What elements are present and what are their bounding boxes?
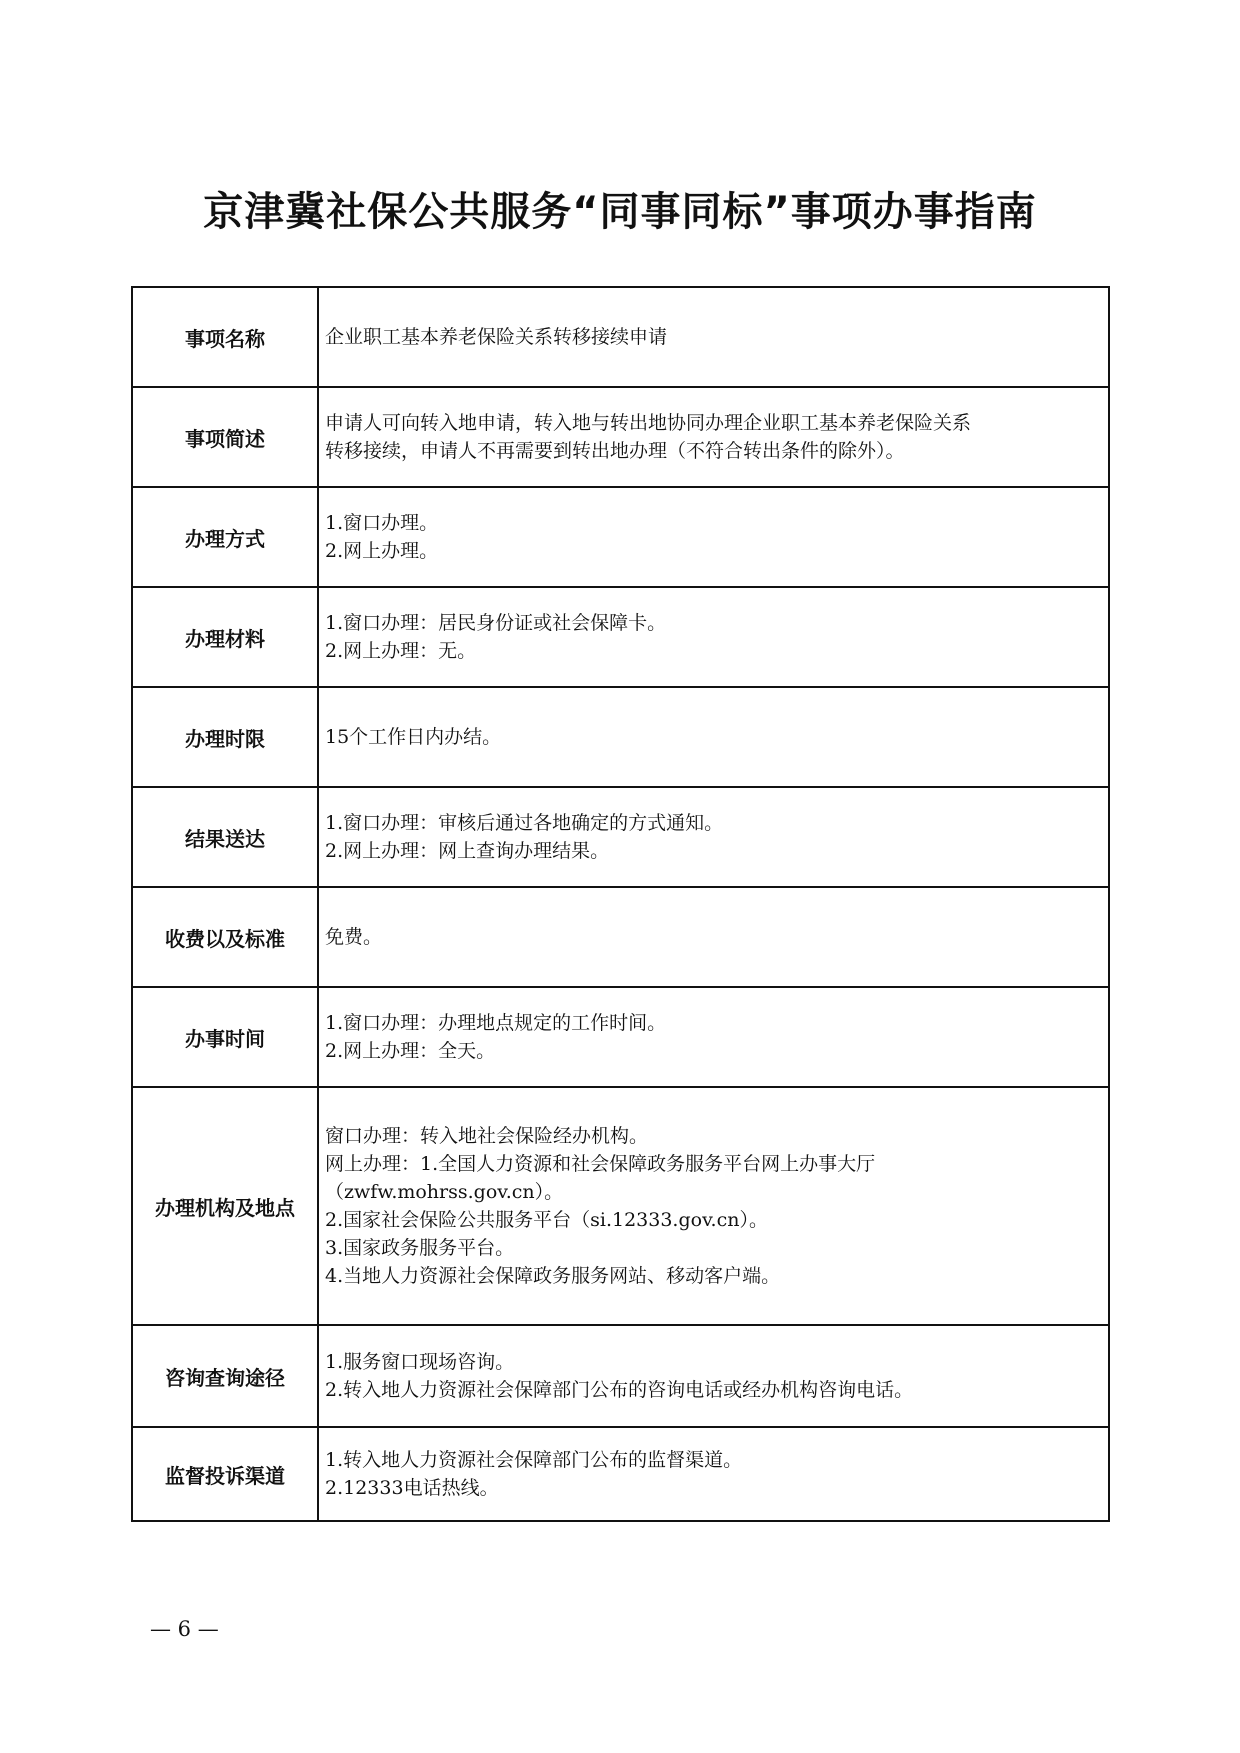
row-value: [318, 887, 1109, 987]
table-row-office-hours: [132, 987, 1109, 1087]
value-line: 1.窗口办理：办理地点规定的工作时间。: [325, 1012, 667, 1034]
row-value: [318, 787, 1109, 887]
row-value: [318, 1087, 1109, 1325]
value-line: 2.网上办理：无。: [325, 640, 477, 662]
row-label: 办理材料: [132, 587, 318, 687]
value-line: 1.窗口办理。: [325, 512, 439, 534]
row-value: [318, 687, 1109, 787]
row-value: [318, 287, 1109, 387]
value-line: 4.当地人力资源社会保障政务服务网站、移动客户端。: [325, 1265, 781, 1287]
value-line: 2.网上办理：网上查询办理结果。: [325, 840, 610, 862]
row-label: 办理机构及地点: [132, 1087, 318, 1325]
row-value: [318, 487, 1109, 587]
row-label: 咨询查询途径: [132, 1325, 318, 1427]
value-line: 转移接续，申请人不再需要到转出地办理（不符合转出条件的除外）。: [325, 440, 905, 462]
table-row-fees: [132, 887, 1109, 987]
table-row-item-summary: [132, 387, 1109, 487]
value-line: 2.转入地人力资源社会保障部门公布的咨询电话或经办机构咨询电话。: [325, 1379, 914, 1401]
guide-table: [131, 286, 1110, 1522]
row-value: [318, 387, 1109, 487]
table-row-item-name: [132, 287, 1109, 387]
table-row-time-limit: [132, 687, 1109, 787]
row-label: 办事时间: [132, 987, 318, 1087]
table-row-result-delivery: [132, 787, 1109, 887]
value-line: 1.转入地人力资源社会保障部门公布的监督渠道。: [325, 1449, 743, 1471]
page-number: — 6 —: [150, 1617, 219, 1641]
value-line: 2.12333电话热线。: [325, 1477, 499, 1499]
value-line: 2.国家社会保险公共服务平台（si.12333.gov.cn）。: [325, 1209, 768, 1231]
row-label: 事项名称: [132, 287, 318, 387]
row-label: 监督投诉渠道: [132, 1427, 318, 1521]
value-line: 2.网上办理。: [325, 540, 439, 562]
table-row-complaints: [132, 1427, 1109, 1521]
value-line: 1.窗口办理：审核后通过各地确定的方式通知。: [325, 812, 724, 834]
row-value: [318, 1325, 1109, 1427]
row-value: [318, 987, 1109, 1087]
row-label: 结果送达: [132, 787, 318, 887]
value-line: （zwfw.mohrss.gov.cn）。: [325, 1181, 564, 1203]
row-value: [318, 587, 1109, 687]
value-line: 2.网上办理：全天。: [325, 1040, 496, 1062]
value-line: 1.窗口办理：居民身份证或社会保障卡。: [325, 612, 667, 634]
row-label: 收费以及标准: [132, 887, 318, 987]
row-value: [318, 1427, 1109, 1521]
value-line: 3.国家政务服务平台。: [325, 1237, 515, 1259]
row-label: 事项简述: [132, 387, 318, 487]
value-line: 窗口办理：转入地社会保险经办机构。: [325, 1125, 649, 1147]
row-label: 办理时限: [132, 687, 318, 787]
table-row-handling-method: [132, 487, 1109, 587]
table-row-inquiry: [132, 1325, 1109, 1427]
value-line: 免费。: [325, 926, 383, 948]
table-row-materials: [132, 587, 1109, 687]
row-label: 办理方式: [132, 487, 318, 587]
table-row-agency-location: [132, 1087, 1109, 1325]
page-title: 京津冀社保公共服务“同事同标”事项办事指南: [203, 189, 1037, 235]
value-line: 申请人可向转入地申请，转入地与转出地协同办理企业职工基本养老保险关系: [325, 412, 972, 434]
value-line: 企业职工基本养老保险关系转移接续申请: [325, 326, 668, 348]
value-line: 15个工作日内办结。: [325, 726, 502, 748]
value-line: 网上办理：1.全国人力资源和社会保障政务服务平台网上办事大厅: [325, 1153, 876, 1175]
value-line: 1.服务窗口现场咨询。: [325, 1351, 515, 1373]
